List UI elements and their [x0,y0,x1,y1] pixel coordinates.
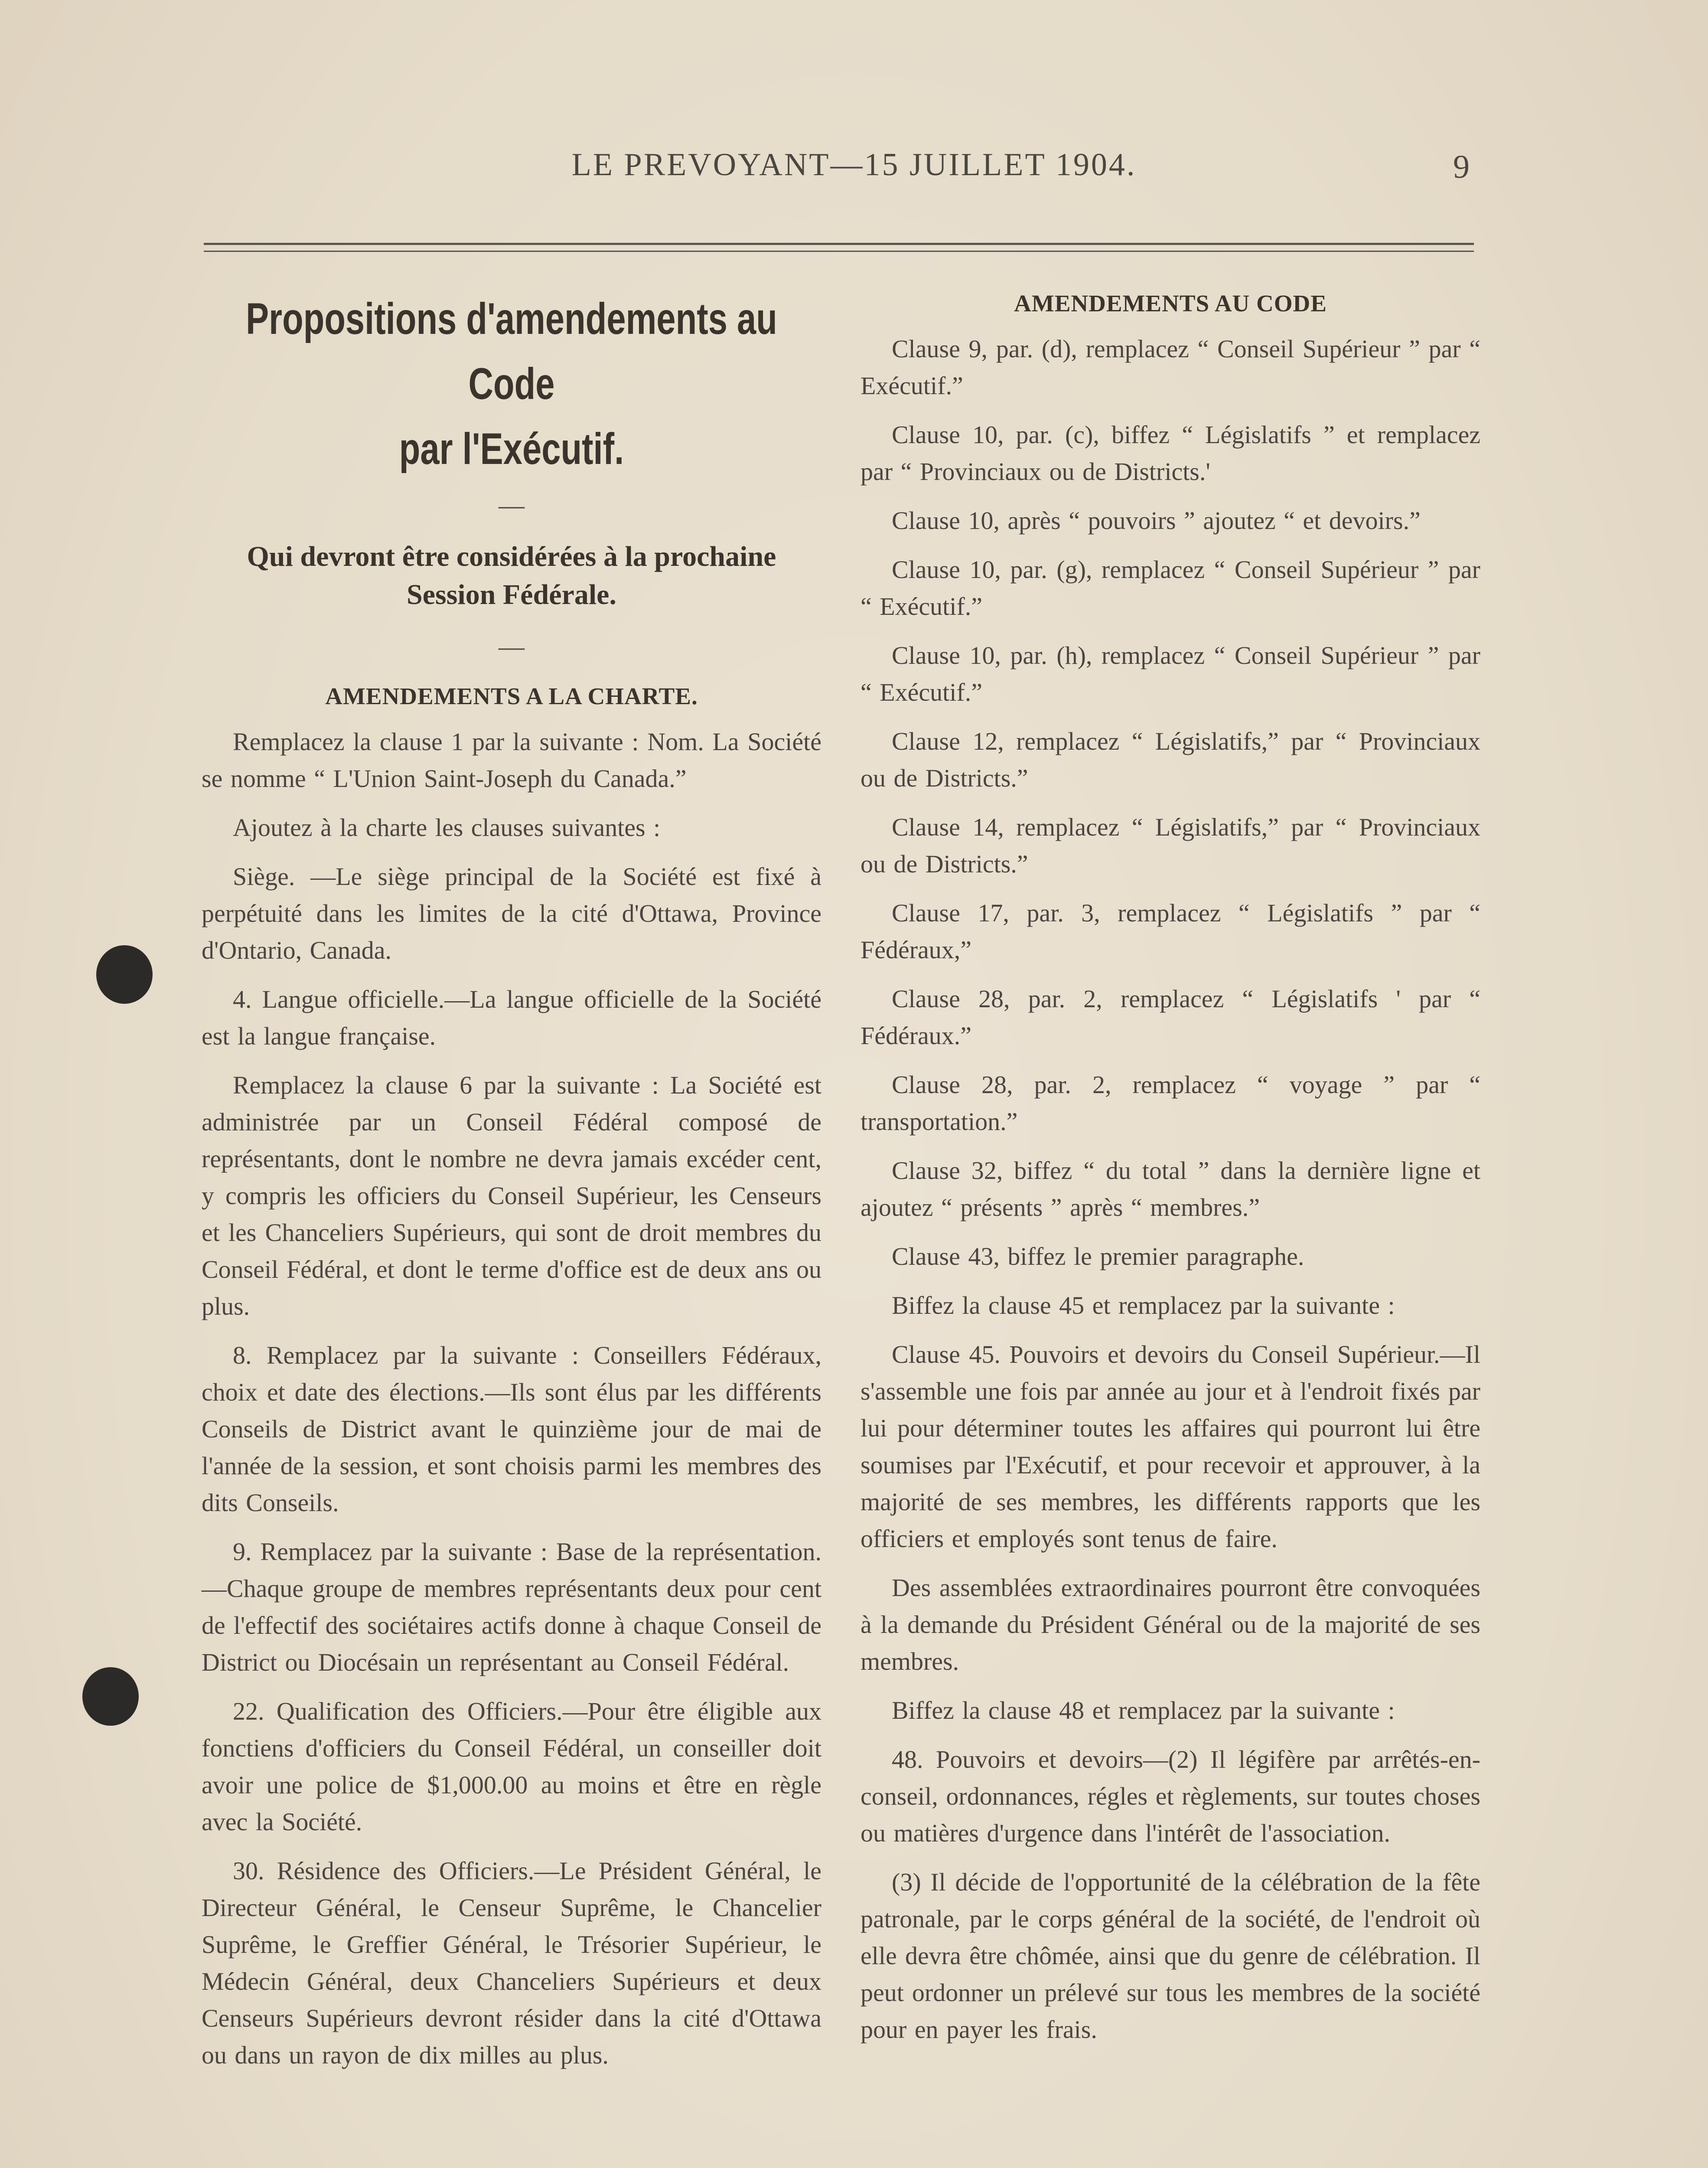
paragraph: 8. Remplacez par la suivante : Conseillers Fédéraux, choix et date des élections.—Ils sont élus par les différents Conseils de District avant le quinzième jour de mai de l'année de la session, et sont choisis parmi les membres des dits Conseils. [202,1341,821,1517]
paragraph: 4. Langue officielle.—La langue officielle de la Société est la langue française. [202,985,821,1050]
right-column [861,286,1480,2060]
article-title [202,286,821,481]
paragraph: Clause 28, par. 2, remplacez “ voyage ” par “ transportation.” [861,1071,1480,1136]
article-title-line-2: par l'Exécutif. [399,424,624,473]
paragraph: Clause 17, par. 3, remplacez “ Législatifs ” par “ Fédéraux,” [861,899,1480,964]
binding-hole-bottom [82,1667,139,1726]
header-rule-top [204,243,1474,245]
paragraph: Clause 43, biffez le premier paragraphe. [892,1242,1304,1270]
left-column [202,286,821,2086]
section-heading-code: AMENDEMENTS AU CODE [1014,290,1327,317]
article-title-line-1: Propositions d'amendements au Code [246,294,777,408]
paragraph: Ajoutez à la charte les clauses suivantes : [233,813,661,842]
paragraph: Clause 28, par. 2, remplacez “ Législatifs ' par “ Fédéraux.” [861,985,1480,1050]
paragraph: Clause 32, biffez “ du total ” dans la dernière ligne et ajoutez “ présents ” après “ membres.” [861,1156,1480,1221]
paragraph: Clause 9, par. (d), remplacez “ Conseil Supérieur ” par “ Exécutif.” [861,335,1480,400]
section-heading-charte: AMENDEMENTS A LA CHARTE. [325,683,698,709]
paragraph: Clause 14, remplacez “ Législatifs,” par “ Provinciaux ou de Districts.” [861,813,1480,878]
paragraph: Biffez la clause 48 et remplacez par la suivante : [892,1696,1395,1724]
paragraph: Clause 10, par. (c), biffez “ Législatifs ” et remplacez par “ Provinciaux ou de Districts.' [861,421,1480,486]
separator-dash: — [499,491,525,519]
paragraph: Remplacez la clause 6 par la suivante : La Société est administrée par un Conseil Fédéral composé de représentants, dont le nombre ne devra jamais excéder cent, y compris les officiers du Conseil Supérieur, les Censeurs et les Chanceliers Supérieurs, qui sont de droit membres du Conseil Fédéral, et dont le terme d'office est de deux ans ou plus. [202,1071,821,1320]
paragraph: Remplacez la clause 1 par la suivante : Nom. La Société se nomme “ L'Union Saint-Joseph du Canada.” [202,728,821,793]
paragraph: 48. Pouvoirs et devoirs—(2) Il légifère par arrêtés-en-conseil, ordonnances, régles et règlements, sur toutes choses ou matières d'urgence dans l'intérêt de l'association. [861,1745,1480,1847]
article-subtitle: Qui devront être considérées à la prochaine Session Fédérale. [247,541,776,611]
paragraph: (3) Il décide de l'opportunité de la célébration de la fête patronale, par le corps général de la société, de l'endroit où elle devra être chômée, ainsi que du genre de célébration. Il peut ordonner un prélevé sur tous les membres de la société pour en payer les frais. [861,1868,1480,2044]
paragraph: Clause 10, après “ pouvoirs ” ajoutez “ et devoirs.” [892,506,1421,535]
paragraph: 9. Remplacez par la suivante : Base de la représentation.—Chaque groupe de membres représentants deux pour cent de l'effectif des sociétaires actifs donne à chaque Conseil de District ou Diocésain un représentant au Conseil Fédéral. [202,1538,821,1676]
paragraph: Des assemblées extraordinaires pourront être convoquées à la demande du Président Général ou de la majorité de ses membres. [861,1574,1480,1675]
separator-dash: — [499,632,525,661]
running-header: LE PREVOYANT—15 JUILLET 1904. [571,147,1137,183]
paragraph: Clause 10, par. (g), remplacez “ Conseil Supérieur ” par “ Exécutif.” [861,555,1480,620]
binding-hole-top [96,945,153,1004]
paragraph: Clause 12, remplacez “ Législatifs,” par “ Provinciaux ou de Districts.” [861,727,1480,792]
paragraph: 22. Qualification des Officiers.—Pour être éligible aux fonctiens d'officiers du Conseil Fédéral, un conseiller doit avoir une police de $1,000.00 au moins et être en règle avec la Société. [202,1697,821,1836]
header-rule-bottom [204,251,1474,252]
paragraph: 30. Résidence des Officiers.—Le Président Général, le Directeur Général, le Censeur Suprême, le Chancelier Suprême, le Greffier Général, le Trésorier Supérieur, le Médecin Général, deux Chanceliers Supérieurs et deux Censeurs Supérieurs devront résider dans la cité d'Ottawa ou dans un rayon de dix milles au plus. [202,1857,821,2069]
page-number: 9 [1453,149,1470,185]
paragraph: Clause 45. Pouvoirs et devoirs du Conseil Supérieur.—Il s'assemble une fois par année au jour et à l'endroit fixés par lui pour déterminer toutes les affaires qui pourront lui être soumises par l'Exécutif, et pour recevoir et approuver, à la majorité de ses membres, les différents rapports que les officiers et employés sont tenus de faire. [861,1340,1480,1553]
paragraph: Clause 10, par. (h), remplacez “ Conseil Supérieur ” par “ Exécutif.” [861,641,1480,706]
paragraph: Siège. —Le siège principal de la Société est fixé à perpétuité dans les limites de la cité d'Ottawa, Province d'Ontario, Canada. [202,862,821,964]
paragraph: Biffez la clause 45 et remplacez par la suivante : [892,1291,1395,1319]
